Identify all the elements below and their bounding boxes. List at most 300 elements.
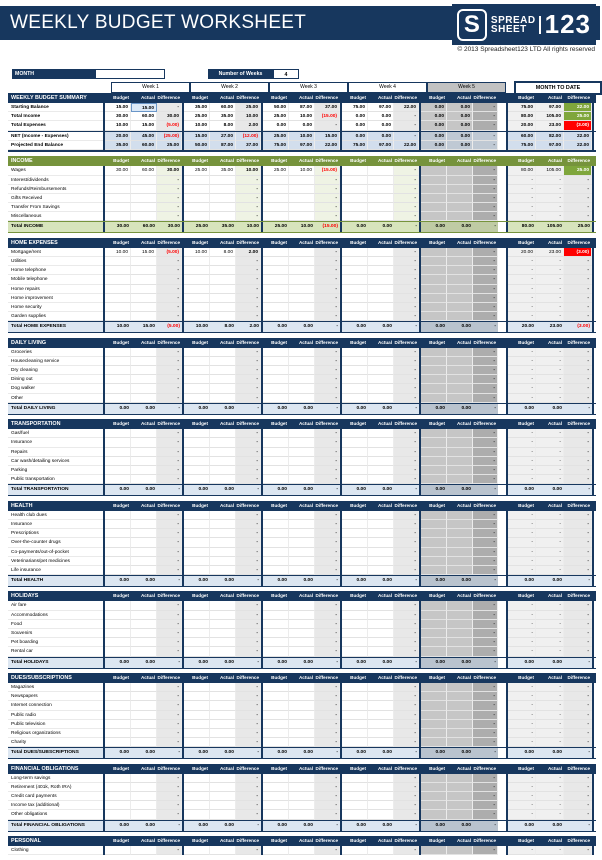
actual-cell[interactable] <box>368 266 394 275</box>
budget-cell[interactable] <box>263 438 289 447</box>
actual-cell[interactable] <box>131 548 157 557</box>
budget-cell[interactable] <box>105 601 131 610</box>
budget-cell[interactable] <box>342 792 368 801</box>
actual-cell[interactable] <box>210 601 236 610</box>
actual-cell[interactable] <box>289 375 315 384</box>
actual-cell[interactable] <box>368 529 394 538</box>
actual-cell[interactable] <box>289 466 315 475</box>
budget-cell[interactable] <box>105 366 131 375</box>
actual-cell[interactable] <box>210 738 236 747</box>
budget-cell[interactable] <box>105 692 131 701</box>
budget-cell[interactable] <box>105 729 131 738</box>
budget-cell[interactable] <box>184 366 210 375</box>
budget-cell[interactable] <box>105 257 131 266</box>
actual-cell[interactable]: 60.00 <box>131 166 157 175</box>
budget-cell[interactable] <box>263 801 289 810</box>
actual-cell[interactable] <box>131 275 157 284</box>
actual-cell[interactable] <box>210 384 236 393</box>
actual-cell[interactable] <box>368 783 394 792</box>
actual-cell[interactable] <box>368 166 394 175</box>
budget-cell[interactable] <box>105 529 131 538</box>
actual-cell[interactable] <box>368 692 394 701</box>
budget-cell[interactable] <box>263 275 289 284</box>
budget-cell[interactable] <box>105 738 131 747</box>
actual-cell[interactable] <box>289 257 315 266</box>
budget-cell[interactable] <box>342 176 368 185</box>
actual-cell[interactable] <box>289 203 315 212</box>
actual-cell[interactable] <box>289 801 315 810</box>
budget-cell[interactable] <box>263 176 289 185</box>
actual-cell[interactable] <box>131 194 157 203</box>
actual-cell[interactable] <box>131 176 157 185</box>
actual-cell[interactable] <box>210 511 236 520</box>
budget-cell[interactable] <box>105 448 131 457</box>
budget-cell[interactable] <box>105 176 131 185</box>
actual-cell[interactable] <box>131 511 157 520</box>
actual-cell[interactable] <box>289 638 315 647</box>
actual-cell[interactable] <box>210 520 236 529</box>
actual-cell[interactable] <box>368 194 394 203</box>
budget-cell[interactable] <box>263 303 289 312</box>
actual-cell[interactable] <box>289 548 315 557</box>
budget-cell[interactable] <box>184 692 210 701</box>
actual-cell[interactable] <box>210 266 236 275</box>
budget-cell[interactable] <box>342 166 368 175</box>
budget-cell[interactable] <box>342 529 368 538</box>
budget-cell[interactable] <box>184 511 210 520</box>
budget-cell[interactable] <box>263 729 289 738</box>
budget-cell[interactable] <box>105 783 131 792</box>
budget-cell[interactable] <box>184 457 210 466</box>
budget-cell[interactable] <box>342 394 368 403</box>
actual-cell[interactable] <box>289 620 315 629</box>
actual-cell[interactable] <box>210 312 236 321</box>
actual-cell[interactable] <box>210 792 236 801</box>
actual-cell[interactable] <box>131 729 157 738</box>
budget-cell[interactable] <box>184 176 210 185</box>
budget-cell[interactable] <box>342 275 368 284</box>
actual-cell[interactable] <box>289 529 315 538</box>
actual-cell[interactable]: 8.00 <box>210 248 236 257</box>
actual-cell[interactable] <box>368 348 394 357</box>
actual-cell[interactable] <box>131 629 157 638</box>
budget-cell[interactable] <box>184 285 210 294</box>
budget-cell[interactable] <box>105 194 131 203</box>
actual-cell[interactable] <box>210 557 236 566</box>
budget-cell[interactable] <box>263 357 289 366</box>
actual-cell[interactable] <box>131 375 157 384</box>
actual-cell[interactable] <box>368 375 394 384</box>
actual-cell[interactable] <box>210 457 236 466</box>
actual-cell[interactable] <box>289 384 315 393</box>
budget-cell[interactable] <box>342 303 368 312</box>
budget-cell[interactable] <box>263 783 289 792</box>
actual-cell[interactable] <box>368 475 394 484</box>
actual-cell[interactable] <box>289 285 315 294</box>
actual-cell[interactable] <box>131 692 157 701</box>
budget-cell[interactable] <box>184 438 210 447</box>
budget-cell[interactable] <box>263 711 289 720</box>
budget-cell[interactable] <box>342 285 368 294</box>
actual-cell[interactable] <box>368 448 394 457</box>
budget-cell[interactable] <box>105 846 131 855</box>
budget-cell[interactable] <box>263 511 289 520</box>
actual-cell[interactable] <box>131 466 157 475</box>
budget-cell[interactable] <box>342 557 368 566</box>
actual-cell[interactable] <box>131 312 157 321</box>
budget-cell[interactable] <box>263 846 289 855</box>
budget-cell[interactable] <box>105 348 131 357</box>
budget-cell[interactable] <box>342 611 368 620</box>
budget-cell[interactable] <box>263 457 289 466</box>
actual-cell[interactable] <box>210 701 236 710</box>
budget-cell[interactable] <box>105 683 131 692</box>
budget-cell[interactable] <box>263 203 289 212</box>
actual-cell[interactable] <box>210 620 236 629</box>
budget-cell[interactable] <box>184 792 210 801</box>
budget-cell[interactable] <box>105 294 131 303</box>
budget-cell[interactable] <box>263 629 289 638</box>
actual-cell[interactable] <box>210 783 236 792</box>
actual-cell[interactable] <box>289 783 315 792</box>
actual-cell[interactable] <box>210 466 236 475</box>
actual-cell[interactable] <box>289 185 315 194</box>
actual-cell[interactable] <box>368 538 394 547</box>
actual-cell[interactable] <box>289 557 315 566</box>
budget-cell[interactable] <box>105 303 131 312</box>
budget-cell[interactable] <box>105 711 131 720</box>
budget-cell[interactable] <box>105 312 131 321</box>
budget-cell[interactable] <box>342 466 368 475</box>
budget-cell[interactable] <box>342 711 368 720</box>
budget-cell[interactable] <box>184 620 210 629</box>
budget-cell[interactable] <box>105 620 131 629</box>
actual-cell[interactable] <box>210 538 236 547</box>
actual-cell[interactable] <box>210 185 236 194</box>
budget-cell[interactable] <box>184 348 210 357</box>
actual-cell[interactable] <box>368 629 394 638</box>
budget-cell[interactable] <box>184 529 210 538</box>
actual-cell[interactable]: 15.00 <box>131 248 157 257</box>
budget-cell[interactable] <box>263 683 289 692</box>
budget-cell[interactable] <box>105 520 131 529</box>
budget-cell[interactable] <box>105 638 131 647</box>
budget-cell[interactable] <box>342 601 368 610</box>
budget-cell[interactable] <box>105 538 131 547</box>
budget-cell[interactable] <box>342 683 368 692</box>
actual-cell[interactable] <box>289 774 315 783</box>
budget-cell[interactable] <box>184 466 210 475</box>
budget-cell[interactable] <box>184 357 210 366</box>
actual-cell[interactable] <box>289 176 315 185</box>
actual-cell[interactable] <box>131 266 157 275</box>
budget-cell[interactable] <box>342 185 368 194</box>
budget-cell[interactable] <box>342 629 368 638</box>
actual-cell[interactable] <box>131 647 157 656</box>
budget-cell[interactable] <box>184 738 210 747</box>
actual-cell[interactable] <box>131 792 157 801</box>
budget-cell[interactable] <box>184 611 210 620</box>
actual-cell[interactable] <box>131 720 157 729</box>
budget-cell[interactable] <box>105 511 131 520</box>
actual-cell[interactable] <box>131 638 157 647</box>
actual-cell[interactable] <box>131 520 157 529</box>
actual-cell[interactable] <box>289 394 315 403</box>
actual-cell[interactable] <box>368 611 394 620</box>
actual-cell[interactable] <box>210 629 236 638</box>
actual-cell[interactable] <box>368 711 394 720</box>
budget-cell[interactable] <box>105 203 131 212</box>
budget-cell[interactable] <box>184 394 210 403</box>
actual-cell[interactable] <box>131 429 157 438</box>
actual-cell[interactable] <box>368 557 394 566</box>
budget-cell[interactable] <box>342 566 368 575</box>
actual-cell[interactable] <box>210 394 236 403</box>
budget-cell[interactable] <box>342 548 368 557</box>
actual-cell[interactable] <box>289 738 315 747</box>
actual-cell[interactable] <box>131 711 157 720</box>
actual-cell[interactable] <box>289 611 315 620</box>
actual-cell[interactable] <box>289 457 315 466</box>
budget-cell[interactable] <box>263 185 289 194</box>
actual-cell[interactable] <box>368 303 394 312</box>
actual-cell[interactable] <box>131 185 157 194</box>
budget-cell[interactable] <box>105 792 131 801</box>
budget-cell[interactable] <box>342 384 368 393</box>
actual-cell[interactable] <box>210 303 236 312</box>
budget-cell[interactable] <box>342 348 368 357</box>
actual-cell[interactable] <box>368 638 394 647</box>
actual-cell[interactable] <box>368 176 394 185</box>
actual-cell[interactable] <box>368 248 394 257</box>
actual-cell[interactable] <box>131 611 157 620</box>
actual-cell[interactable] <box>210 438 236 447</box>
budget-cell[interactable] <box>105 810 131 819</box>
actual-cell[interactable] <box>210 638 236 647</box>
budget-cell[interactable] <box>184 520 210 529</box>
actual-cell[interactable] <box>210 294 236 303</box>
budget-cell[interactable] <box>184 629 210 638</box>
budget-cell[interactable] <box>263 638 289 647</box>
budget-cell[interactable] <box>184 538 210 547</box>
actual-cell[interactable] <box>289 194 315 203</box>
budget-cell[interactable] <box>263 701 289 710</box>
budget-cell[interactable] <box>342 294 368 303</box>
actual-cell[interactable] <box>210 366 236 375</box>
actual-cell[interactable] <box>131 701 157 710</box>
actual-cell[interactable] <box>131 384 157 393</box>
actual-cell[interactable] <box>368 357 394 366</box>
budget-cell[interactable] <box>105 466 131 475</box>
budget-cell[interactable] <box>105 566 131 575</box>
actual-cell[interactable] <box>131 348 157 357</box>
budget-cell[interactable] <box>105 720 131 729</box>
budget-cell[interactable] <box>184 601 210 610</box>
budget-cell[interactable] <box>263 792 289 801</box>
actual-cell[interactable] <box>368 212 394 221</box>
budget-cell[interactable] <box>342 429 368 438</box>
budget-cell[interactable] <box>263 475 289 484</box>
budget-cell[interactable] <box>263 448 289 457</box>
budget-cell[interactable] <box>184 375 210 384</box>
budget-cell[interactable] <box>263 720 289 729</box>
budget-cell[interactable] <box>105 394 131 403</box>
budget-cell[interactable] <box>184 203 210 212</box>
actual-cell[interactable]: 35.00 <box>210 166 236 175</box>
budget-cell[interactable] <box>184 185 210 194</box>
actual-cell[interactable] <box>210 774 236 783</box>
budget-cell[interactable] <box>105 475 131 484</box>
actual-cell[interactable] <box>131 475 157 484</box>
budget-cell[interactable] <box>342 357 368 366</box>
budget-cell[interactable]: 25.00 <box>184 166 210 175</box>
budget-cell[interactable] <box>184 303 210 312</box>
active-cell[interactable]: 15.00 <box>131 103 157 112</box>
actual-cell[interactable]: 10.00 <box>289 166 315 175</box>
budget-cell[interactable] <box>184 701 210 710</box>
actual-cell[interactable] <box>210 548 236 557</box>
budget-cell[interactable] <box>342 448 368 457</box>
budget-cell[interactable] <box>105 701 131 710</box>
actual-cell[interactable] <box>131 783 157 792</box>
budget-cell[interactable] <box>342 620 368 629</box>
budget-cell[interactable] <box>342 801 368 810</box>
actual-cell[interactable] <box>289 538 315 547</box>
budget-cell[interactable]: 10.00 <box>105 248 131 257</box>
budget-cell[interactable] <box>263 529 289 538</box>
actual-cell[interactable] <box>210 194 236 203</box>
actual-cell[interactable] <box>210 692 236 701</box>
budget-cell[interactable] <box>184 647 210 656</box>
actual-cell[interactable] <box>289 357 315 366</box>
budget-cell[interactable] <box>263 294 289 303</box>
budget-cell[interactable] <box>184 729 210 738</box>
actual-cell[interactable] <box>289 720 315 729</box>
actual-cell[interactable] <box>368 683 394 692</box>
budget-cell[interactable] <box>342 701 368 710</box>
budget-cell[interactable] <box>105 429 131 438</box>
actual-cell[interactable] <box>210 429 236 438</box>
budget-cell[interactable] <box>184 384 210 393</box>
budget-cell[interactable] <box>105 774 131 783</box>
actual-cell[interactable] <box>368 647 394 656</box>
budget-cell[interactable] <box>105 611 131 620</box>
actual-cell[interactable] <box>210 212 236 221</box>
actual-cell[interactable] <box>131 294 157 303</box>
budget-cell[interactable] <box>263 366 289 375</box>
actual-cell[interactable] <box>368 846 394 855</box>
budget-cell[interactable] <box>105 384 131 393</box>
actual-cell[interactable] <box>368 294 394 303</box>
budget-cell[interactable] <box>263 212 289 221</box>
budget-cell[interactable] <box>342 366 368 375</box>
budget-cell[interactable] <box>263 520 289 529</box>
actual-cell[interactable] <box>368 620 394 629</box>
actual-cell[interactable] <box>210 647 236 656</box>
budget-cell[interactable] <box>184 638 210 647</box>
budget-cell[interactable] <box>342 692 368 701</box>
actual-cell[interactable] <box>210 801 236 810</box>
actual-cell[interactable] <box>210 257 236 266</box>
budget-cell[interactable] <box>184 548 210 557</box>
actual-cell[interactable] <box>289 729 315 738</box>
actual-cell[interactable] <box>289 348 315 357</box>
actual-cell[interactable] <box>210 611 236 620</box>
budget-cell[interactable] <box>105 548 131 557</box>
actual-cell[interactable] <box>131 357 157 366</box>
actual-cell[interactable] <box>289 248 315 257</box>
budget-cell[interactable] <box>184 266 210 275</box>
actual-cell[interactable] <box>210 348 236 357</box>
budget-cell[interactable] <box>263 285 289 294</box>
actual-cell[interactable] <box>368 792 394 801</box>
budget-cell[interactable] <box>342 638 368 647</box>
budget-cell[interactable] <box>263 601 289 610</box>
actual-cell[interactable] <box>368 701 394 710</box>
actual-cell[interactable] <box>210 846 236 855</box>
actual-cell[interactable] <box>289 303 315 312</box>
actual-cell[interactable] <box>210 683 236 692</box>
actual-cell[interactable] <box>289 701 315 710</box>
budget-cell[interactable] <box>263 692 289 701</box>
actual-cell[interactable] <box>131 774 157 783</box>
budget-cell[interactable] <box>184 846 210 855</box>
actual-cell[interactable] <box>210 566 236 575</box>
actual-cell[interactable] <box>210 529 236 538</box>
budget-cell[interactable] <box>263 738 289 747</box>
budget-cell[interactable] <box>263 257 289 266</box>
budget-cell[interactable] <box>263 647 289 656</box>
actual-cell[interactable] <box>210 357 236 366</box>
actual-cell[interactable] <box>131 394 157 403</box>
budget-cell[interactable]: 10.00 <box>184 248 210 257</box>
budget-cell[interactable] <box>342 783 368 792</box>
budget-cell[interactable] <box>184 212 210 221</box>
actual-cell[interactable] <box>289 711 315 720</box>
actual-cell[interactable] <box>368 394 394 403</box>
budget-cell[interactable] <box>342 647 368 656</box>
actual-cell[interactable] <box>289 692 315 701</box>
actual-cell[interactable] <box>368 601 394 610</box>
budget-cell[interactable] <box>184 566 210 575</box>
actual-cell[interactable] <box>210 176 236 185</box>
actual-cell[interactable] <box>368 566 394 575</box>
actual-cell[interactable] <box>131 285 157 294</box>
actual-cell[interactable] <box>289 438 315 447</box>
budget-cell[interactable] <box>342 194 368 203</box>
actual-cell[interactable] <box>210 729 236 738</box>
budget-cell[interactable] <box>105 185 131 194</box>
actual-cell[interactable] <box>289 448 315 457</box>
budget-cell[interactable] <box>184 275 210 284</box>
budget-cell[interactable] <box>342 846 368 855</box>
actual-cell[interactable] <box>368 366 394 375</box>
budget-cell[interactable] <box>184 429 210 438</box>
budget-cell[interactable] <box>184 810 210 819</box>
actual-cell[interactable] <box>131 212 157 221</box>
actual-cell[interactable] <box>368 810 394 819</box>
actual-cell[interactable] <box>210 275 236 284</box>
budget-cell[interactable] <box>105 629 131 638</box>
budget-cell[interactable] <box>184 711 210 720</box>
actual-cell[interactable] <box>289 566 315 575</box>
actual-cell[interactable] <box>289 511 315 520</box>
budget-cell[interactable] <box>105 457 131 466</box>
actual-cell[interactable] <box>368 801 394 810</box>
number-of-weeks-input[interactable]: 4 <box>273 69 299 79</box>
budget-cell[interactable] <box>184 801 210 810</box>
actual-cell[interactable] <box>368 312 394 321</box>
